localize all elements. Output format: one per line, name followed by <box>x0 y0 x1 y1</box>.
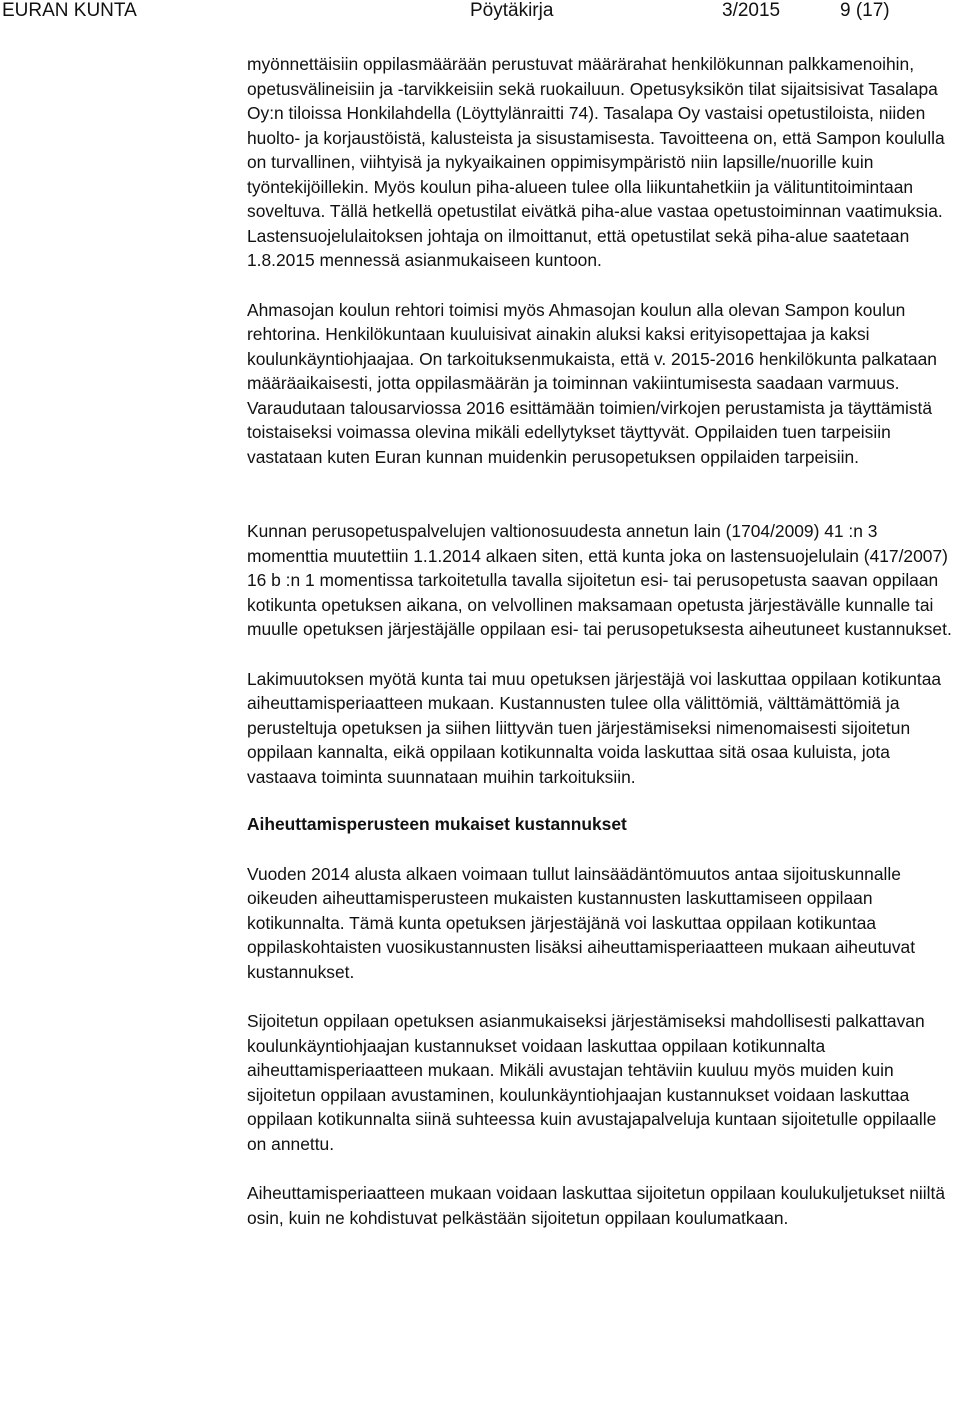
paragraph-billing: Lakimuutoksen myötä kunta tai muu opetuksen järjestäjä voi laskuttaa oppilaan kotikuntaa aiheuttamisperiaatteen mukaan. Kustannusten tulee olla välittömiä, välttämättömiä ja perusteltuja opetuksen ja siihen liittyvän tuen järjestämiseksi nimenomaisesti sijoitetun oppilaan kannalta, eikä oppilaan kotikunnalta voida laskuttaa sitä osaa kuluista, jota vastaava toiminta suunnataan muihin tarkoituksiin. <box>247 668 942 787</box>
page-number: 9 (17) <box>840 0 890 21</box>
document-body <box>247 52 960 1230</box>
document-type: Pöytäkirja <box>470 0 554 21</box>
paragraph-transport: Aiheuttamisperiaatteen mukaan voidaan laskuttaa sijoitetun oppilaan koulukuljetukset niiltä osin, kuin ne kohdistuvat pelkästään sijoitetun oppilaan koulumatkaan. <box>247 1183 945 1228</box>
paragraph-facilities: myönnettäisiin oppilasmäärään perustuvat määrärahat henkilökunnan palkkamenoihin, opetusvälineisiin ja -tarvikkeisiin sekä ruokailuun. Opetusyksikön tilat sijaitsisivat Tasalapa Oy:n tiloissa Honkilahdella (Löyttylänraitti 74). Tasalapa Oy vastaisi opetustiloista, niiden huolto- ja korjaustöistä, kalusteista ja sisustamisesta. Tavoitteena on, että Sampon koululla on turvallinen, viihtyisä ja nykyaikainen oppimisympäristö niin lapsille/nuorille kuin työntekijöillekin. Myös koulun piha-alueen tulee olla liikuntahetkiin ja välituntitoimintaan soveltuva. Tällä hetkellä opetustilat eivätkä piha-alue vastaa opetustoiminnan vaatimuksia. Lastensuojelulaitoksen johtaja on ilmoittanut, että opetustilat sekä piha-alue saatetaan 1.8.2015 mennessä asianmukaiseen kuntoon. <box>247 54 945 270</box>
paragraph-law: Kunnan perusopetuspalvelujen valtionosuudesta annetun lain (1704/2009) 41 :n 3 momenttia muutettiin 1.1.2014 alkaen siten, että kunta joka on lastensuojelulain (417/2007) 16 b :n 1 momentissa tarkoitetulla tavalla sijoitetun esi- tai perusopetusta saavan oppilaan kotikunta opetuksen aikana, on velvollinen maksamaan opetusta järjestävälle kunnalle tai muulle opetuksen järjestäjälle oppilaan esi- tai perusopetuksesta aiheutuneet kustannukset. <box>247 521 952 639</box>
paragraph-staff: Ahmasojan koulun rehtori toimisi myös Ahmasojan koulun alla olevan Sampon koulun rehtorina. Henkilökuntaan kuuluisivat ainakin aluksi kaksi erityisopettajaa ja kaksi koulunkäyntiohjaajaa. On tarkoituksenmukaista, että v. 2015-2016 henkilökunta palkataan määräaikaisesti, jotta oppilasmäärän ja toiminnan vakiintumisesta saadaan varmuus. Varaudutaan talousarviossa 2016 esittämään toimien/virkojen perustamista ja täyttämistä toistaiseksi voimassa olevina mikäli edellytykset täyttyvät. Oppilaiden tuen tarpeisiin vastataan kuten Euran kunnan muidenkin perusopetuksen oppilaiden tarpeisiin. <box>247 299 937 467</box>
section-heading: Aiheuttamisperusteen mukaiset kustannukset <box>247 814 627 834</box>
document-number: 3/2015 <box>722 0 781 21</box>
organization-name: EURAN KUNTA <box>2 0 137 21</box>
paragraph-legislation: Vuoden 2014 alusta alkaen voimaan tullut lainsäädäntömuutos antaa sijoituskunnalle oikeuden aiheuttamisperusteen mukaisten kustannusten laskuttamiseen oppilaan kotikunnalta. Tämä kunta opetuksen järjestäjänä voi laskuttaa oppilaan kotikuntaa oppilaskohtaisten vuosikustannusten lisäksi aiheuttamisperiaatteen mukaan aiheutuvat kustannukset. <box>247 863 916 982</box>
paragraph-assistant-costs: Sijoitetun oppilaan opetuksen asianmukaiseksi järjestämiseksi mahdollisesti palkattavan koulunkäyntiohjaajan kustannukset voidaan laskuttaa oppilaan kotikunnalta aiheuttamisperiaatteen mukaan. Mikäli avustajan tehtäviin kuuluu myös muiden kuin sijoitetun oppilaan avustaminen, koulunkäyntiohjaajan kustannukset voidaan laskuttaa oppilaan kotikunnalta siinä suhteessa kuin avustajapalveluja kuntaan sijoitetulle oppilaalle on annettu. <box>247 1011 937 1154</box>
page-header <box>0 0 960 26</box>
